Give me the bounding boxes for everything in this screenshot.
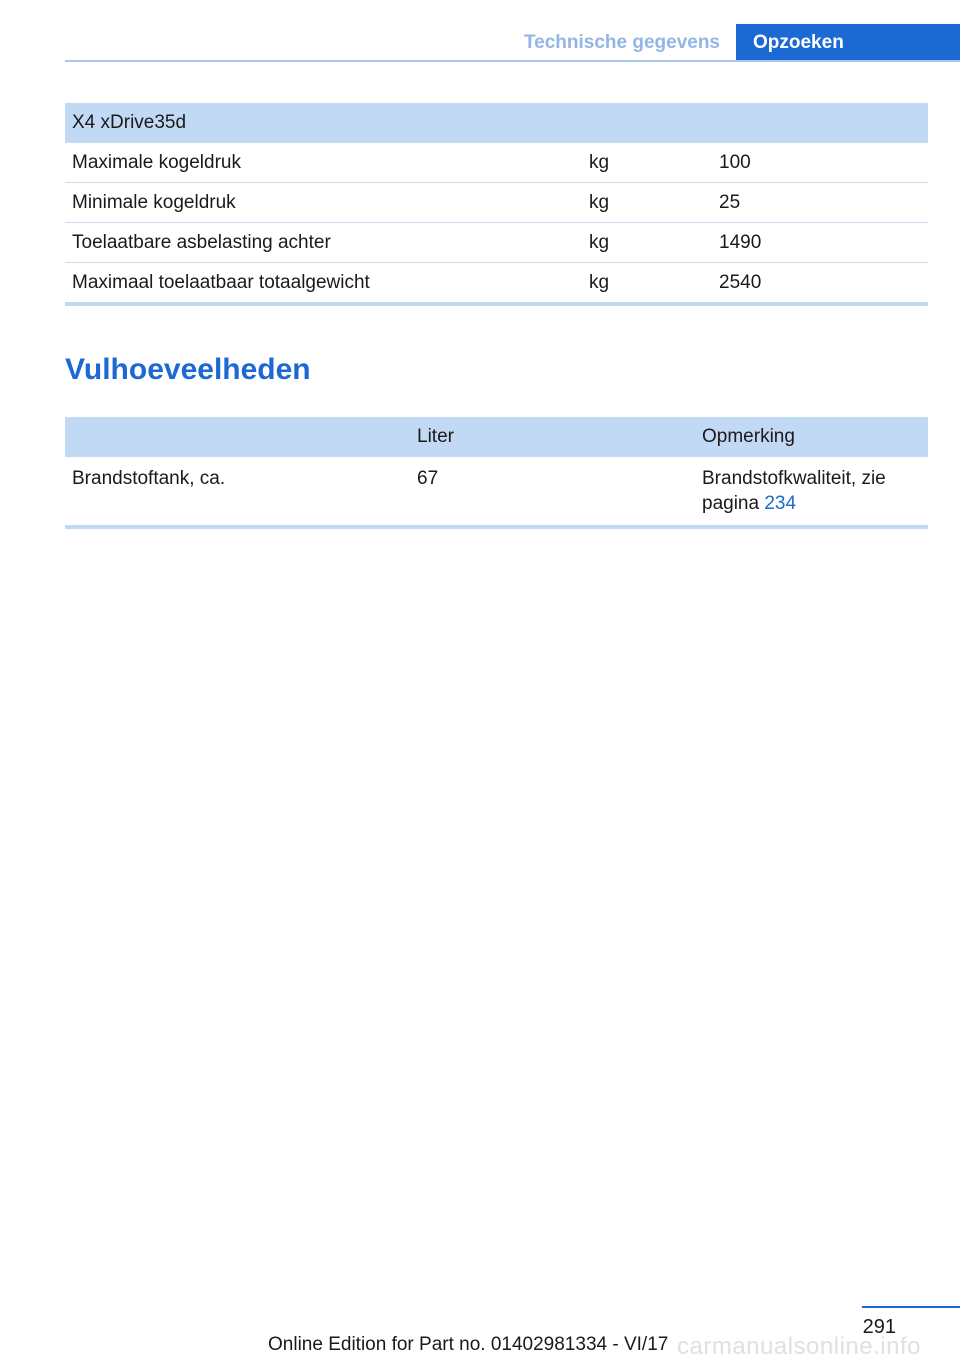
column-header-liter: Liter <box>417 426 454 447</box>
row-label: Brandstoftank, ca. <box>72 468 226 489</box>
table-row <box>65 183 928 223</box>
section-title: Vulhoeveelheden <box>65 353 311 386</box>
fill-table-header <box>65 417 928 457</box>
row-liter: 67 <box>417 468 439 489</box>
row-label: Maximaal toelaatbaar totaalgewicht <box>72 272 370 293</box>
weights-table <box>65 103 928 306</box>
row-value: 100 <box>719 152 751 173</box>
row-unit: kg <box>589 232 610 253</box>
page-link[interactable]: 234 <box>764 493 797 514</box>
weights-table-header <box>65 103 928 143</box>
header-divider <box>65 60 960 62</box>
edition-note: Online Edition for Part no. 01402981334 - VI/17 <box>268 1334 669 1355</box>
table-row <box>65 263 928 305</box>
row-value: 1490 <box>719 232 762 253</box>
row-label: Minimale kogeldruk <box>72 192 236 213</box>
footer-divider <box>862 1306 960 1308</box>
weights-table-title: X4 xDrive35d <box>72 112 187 133</box>
fill-quantities-table <box>65 417 928 529</box>
row-remark <box>695 457 928 527</box>
watermark: carmanualsonline.info <box>677 1333 921 1360</box>
row-label: Maximale kogeldruk <box>72 152 241 173</box>
column-header-label <box>65 417 410 457</box>
section-tab[interactable]: Technische gegevens <box>523 32 720 53</box>
row-unit: kg <box>589 192 610 213</box>
table-row <box>65 457 928 527</box>
page-number: 291 <box>862 1316 896 1338</box>
row-unit: kg <box>589 152 610 173</box>
active-tab[interactable]: Opzoeken <box>736 24 960 62</box>
column-header-remark: Opmerking <box>702 426 795 447</box>
page-header <box>65 24 960 62</box>
row-value: 2540 <box>719 272 762 293</box>
table-row <box>65 143 928 183</box>
row-unit: kg <box>589 272 610 293</box>
table-row <box>65 223 928 263</box>
row-value: 25 <box>719 192 741 213</box>
remark-text: Brandstofkwaliteit, zie pagina <box>702 468 886 514</box>
row-label: Toelaatbare asbelasting achter <box>72 232 331 253</box>
